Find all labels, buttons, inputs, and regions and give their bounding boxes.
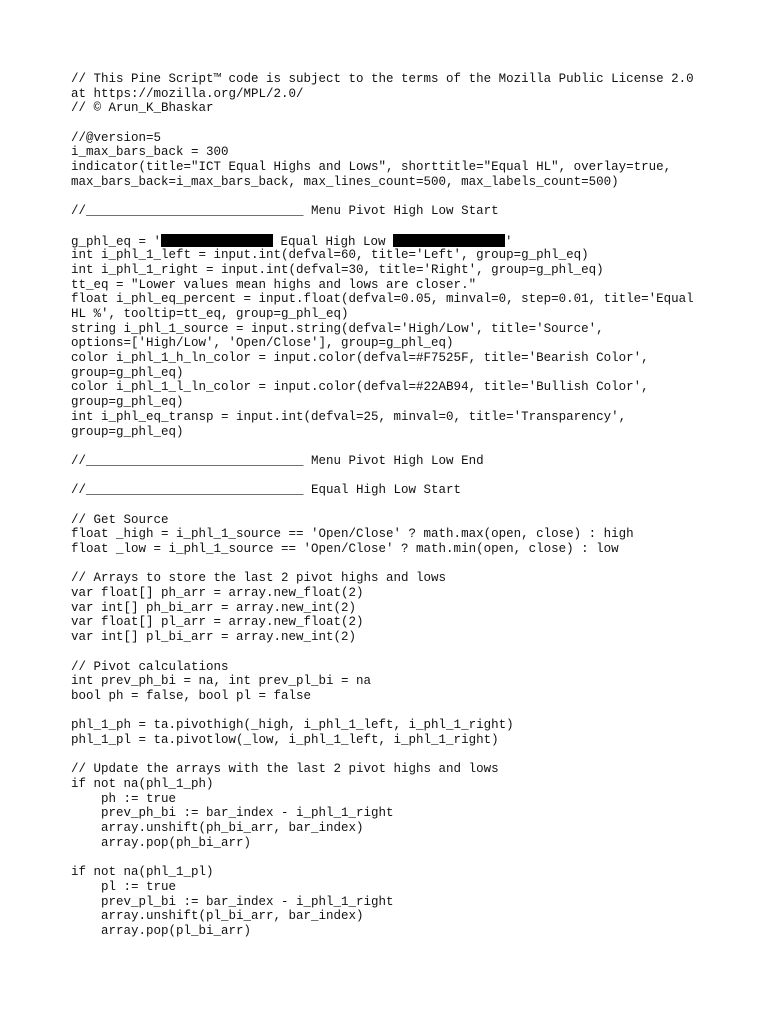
- code-line: prev_pl_bi := bar_index - i_phl_1_right: [71, 894, 394, 909]
- code-line: //@version=5: [71, 130, 162, 145]
- code-line: float i_phl_eq_percent = input.float(defval=0.05, minval=0, step=0.01, title='Equal: [71, 292, 694, 307]
- code-line: bool ph = false, bool pl = false: [71, 688, 312, 703]
- code-line: // Arrays to store the last 2 pivot highs and lows: [71, 571, 447, 586]
- code-line: color i_phl_1_h_ln_color = input.color(defval=#F7525F, title='Bearish Color',: [71, 351, 649, 366]
- code-line: int prev_ph_bi = na, int prev_pl_bi = na: [71, 674, 372, 689]
- code-text: Equal High Low: [273, 234, 394, 249]
- code-line: phl_1_ph = ta.pivothigh(_high, i_phl_1_left, i_phl_1_right): [71, 718, 514, 733]
- blank-line: [71, 439, 711, 454]
- code-line: HL %', tooltip=tt_eq, group=g_phl_eq): [71, 307, 349, 321]
- code-text: g_phl_eq = ': [71, 234, 162, 249]
- code-line: var float[] ph_arr = array.new_float(2): [71, 586, 364, 601]
- code-line: array.unshift(ph_bi_arr, bar_index): [71, 821, 364, 836]
- code-line: at https://mozilla.org/MPL/2.0/: [71, 86, 304, 101]
- blank-line: [71, 116, 711, 131]
- code-line: tt_eq = "Lower values mean highs and lows are closer.": [71, 277, 477, 292]
- code-line: max_bars_back=i_max_bars_back, max_lines_count=500, max_labels_count=500): [71, 174, 619, 189]
- code-line: array.pop(pl_bi_arr): [71, 923, 252, 938]
- code-line: group=g_phl_eq): [71, 365, 184, 380]
- code-line: float _high = i_phl_1_source == 'Open/Close' ? math.max(open, close) : high: [71, 527, 634, 542]
- code-line: color i_phl_1_l_ln_color = input.color(defval=#22AB94, title='Bullish Color',: [71, 380, 649, 395]
- code-line: //_____________________________ Equal High Low Start: [71, 483, 462, 498]
- code-line: ph := true: [71, 791, 177, 806]
- code-line: phl_1_pl = ta.pivotlow(_low, i_phl_1_left, i_phl_1_right): [71, 732, 499, 747]
- code-line: array.pop(ph_bi_arr): [71, 835, 252, 850]
- code-line: options=['High/Low', 'Open/Close'], group=g_phl_eq): [71, 336, 454, 351]
- code-line: prev_ph_bi := bar_index - i_phl_1_right: [71, 806, 394, 821]
- code-line: //_____________________________ Menu Pivot High Low Start: [71, 204, 499, 219]
- code-line: var int[] ph_bi_arr = array.new_int(2): [71, 600, 357, 615]
- blank-line: [71, 469, 711, 484]
- blank-line: [71, 557, 711, 572]
- code-line: //_____________________________ Menu Pivot High Low End: [71, 453, 484, 468]
- blank-line: [71, 645, 711, 660]
- code-line: // This Pine Script™ code is subject to the terms of the Mozilla Public License 2.0: [71, 72, 694, 86]
- code-line: if not na(phl_1_pl): [71, 865, 214, 880]
- code-line: indicator(title="ICT Equal Highs and Lows", shorttitle="Equal HL", overlay=true,: [71, 160, 672, 175]
- code-line: group=g_phl_eq): [71, 395, 184, 410]
- redaction-block: [161, 234, 273, 247]
- code-line: int i_phl_1_left = input.int(defval=60, title='Left', group=g_phl_eq): [71, 248, 589, 263]
- code-text: ': [505, 234, 513, 249]
- code-line: if not na(phl_1_ph): [71, 777, 214, 791]
- code-line: group=g_phl_eq): [71, 424, 184, 439]
- code-line: // Get Source: [71, 512, 169, 527]
- code-line: pl := true: [71, 879, 177, 894]
- code-listing: [71, 72, 711, 939]
- code-line: var float[] pl_arr = array.new_float(2): [71, 615, 364, 630]
- blank-line: [71, 850, 711, 865]
- code-line: var int[] pl_bi_arr = array.new_int(2): [71, 630, 357, 645]
- redaction-block: [393, 234, 505, 247]
- code-line: float _low = i_phl_1_source == 'Open/Close' ? math.min(open, close) : low: [71, 542, 619, 556]
- blank-line: [71, 190, 711, 205]
- code-line: int i_phl_1_right = input.int(defval=30, title='Right', group=g_phl_eq): [71, 262, 604, 277]
- code-line: // © Arun_K_Bhaskar: [71, 101, 214, 116]
- code-line: i_max_bars_back = 300: [71, 145, 229, 160]
- code-line: int i_phl_eq_transp = input.int(defval=25, minval=0, title='Transparency',: [71, 409, 627, 424]
- blank-line: [71, 219, 711, 234]
- blank-line: [71, 498, 711, 513]
- blank-line: [71, 748, 711, 763]
- blank-line: [71, 704, 711, 719]
- code-line: string i_phl_1_source = input.string(defval='High/Low', title='Source',: [71, 321, 604, 336]
- code-line-redacted: [71, 234, 711, 249]
- code-line: // Pivot calculations: [71, 659, 229, 674]
- code-line: // Update the arrays with the last 2 pivot highs and lows: [71, 762, 499, 777]
- code-line: array.unshift(pl_bi_arr, bar_index): [71, 909, 364, 924]
